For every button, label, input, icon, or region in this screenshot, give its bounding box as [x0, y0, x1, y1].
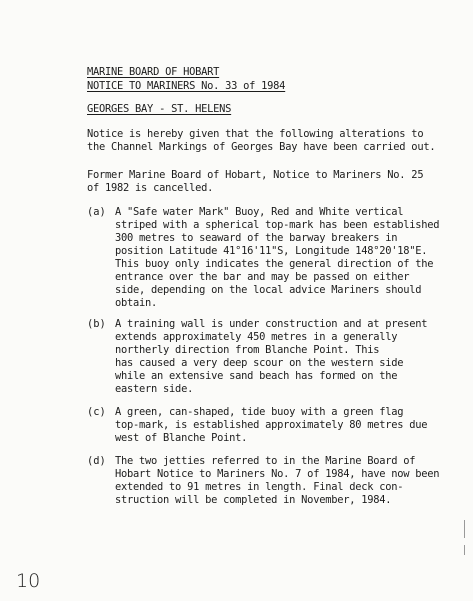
intro-line: the Channel Markings of Georges Bay have been carried out. [87, 141, 436, 153]
item-line: A "Safe water Mark" Buoy, Red and White vertical [115, 206, 404, 218]
item-marker: (a) [87, 206, 106, 218]
item-line: extended to 91 metres in length. Final deck con- [115, 481, 404, 493]
item-line: while an extensive sand beach has formed on the [115, 370, 398, 382]
item-line: northerly direction from Blanche Point. This [115, 344, 380, 356]
header-authority: MARINE BOARD OF HOBART [87, 66, 220, 78]
item-marker: (c) [87, 406, 106, 418]
item-line: obtain. [115, 297, 158, 309]
item-line: Hobart Notice to Mariners No. 7 of 1984, have now been [115, 468, 440, 480]
item-line: This buoy only indicates the general direction of the [115, 258, 434, 270]
scan-edge-mark [464, 520, 465, 538]
item-line: west of Blanche Point. [115, 432, 248, 444]
cancellation-line: Former Marine Board of Hobart, Notice to Mariners No. 25 [87, 169, 424, 181]
subject-heading: GEORGES BAY - ST. HELENS [87, 103, 232, 115]
header-notice-number: NOTICE TO MARINERS No. 33 of 1984 [87, 80, 286, 92]
page-number: 10 [16, 570, 41, 592]
scan-edge-mark [464, 545, 465, 555]
intro-line: Notice is hereby given that the following alterations to [87, 128, 424, 140]
item-marker: (b) [87, 318, 106, 330]
item-line: A training wall is under construction and at present [115, 318, 428, 330]
item-line: position Latitude 41°16'11"S, Longitude 148°20'18"E. [115, 245, 428, 257]
item-line: eastern side. [115, 383, 194, 395]
item-line: struction will be completed in November, 1984. [115, 494, 392, 506]
item-line: A green, can-shaped, tide buoy with a green flag [115, 406, 404, 418]
item-line: entrance over the bar and may be passed on either [115, 271, 410, 283]
item-marker: (d) [87, 455, 106, 467]
item-line: top-mark, is established approximately 80 metres due [115, 419, 428, 431]
item-line: has caused a very deep scour on the western side [115, 357, 404, 369]
item-line: extends approximately 450 metres in a generally [115, 331, 398, 343]
item-line: 300 metres to seaward of the barway breakers in [115, 232, 398, 244]
item-line: striped with a spherical top-mark has been established [115, 219, 440, 231]
item-line: The two jetties referred to in the Marine Board of [115, 455, 416, 467]
cancellation-line: of 1982 is cancelled. [87, 182, 214, 194]
item-line: side, depending on the local advice Mariners should [115, 284, 422, 296]
